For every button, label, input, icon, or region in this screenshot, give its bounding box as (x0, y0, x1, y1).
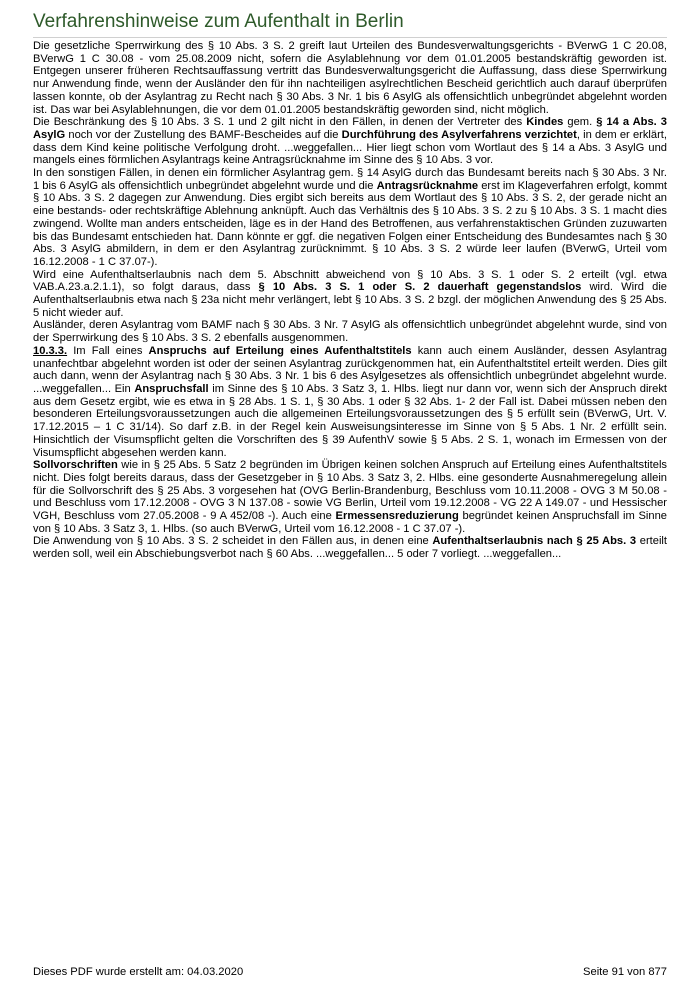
paragraph-10-3-3 (33, 345, 667, 459)
paragraph-sonstige-faelle (33, 167, 667, 269)
paragraph-anwendung (33, 535, 667, 560)
paragraph-sollvorschriften (33, 459, 667, 535)
bold-term: Durchführung des Asylverfahrens verzichtet (341, 128, 577, 141)
text-run: In den sonstigen Fällen, in denen ein förmlicher Asylantrag gem. § 14 AsylG durch das Bundesamt bereits nach § 30 Abs. 3 Nr. 1 bis 6 AsylG als offensichtlich unbegründet abgelehnt wurde und die (33, 167, 667, 192)
text-run: noch vor der Zustellung des BAMF-Bescheides auf die (65, 128, 342, 141)
text-run: gem. (563, 116, 597, 129)
paragraph-sperrwirkung (33, 40, 667, 116)
page-title: Verfahrenshinweise zum Aufenthalt in Berlin (33, 11, 404, 32)
bold-term: Ermessensreduzierung (335, 510, 459, 523)
bold-term: § 10 Abs. 3 S. 1 oder S. 2 dauerhaft gegenstandslos (258, 281, 582, 294)
bold-term: § 14 a Abs. 3 AsylG (33, 116, 667, 141)
bold-term: Anspruchsfall (134, 382, 209, 395)
bold-term: Sollvorschriften (33, 459, 118, 472)
paragraph-aufenthaltserlaubnis (33, 269, 667, 320)
text-run: wird. Wird die Aufenthaltserlaubnis etwa nach § 23a nicht mehr verlängert, lebt § 10 Abs. 3 S. 2 bzgl. der möglichen Anwendung des § 25 Abs. 5 nicht wieder auf. (33, 281, 667, 319)
text-run: Wird eine Aufenthaltserlaubnis nach dem 5. Abschnitt abweichend von § 10 Abs. 3 S. 1 oder S. 2 erteilt (vgl. etwa VAB.A.23.a.2.1.1), so folgt daraus, dass (33, 268, 667, 294)
text-run: Die Anwendung von § 10 Abs. 3 S. 2 scheidet in den Fällen aus, in denen eine (33, 535, 433, 548)
section-number: 10.3.3. (33, 344, 68, 357)
bold-term: Antragsrücknahme (376, 179, 479, 192)
text-run: Die gesetzliche Sperrwirkung des § 10 Abs. 3 S. 2 greift laut Urteilen des Bundesverwaltungsgerichts - BVerwG 1 C 20.08, BVerwG 1 C 30.08 - vom 25.08.2009 nicht, sofern die Asylablehnung vor dem 01.01.2005 bestandskräftig geworden ist. Entgegen unserer früheren Rechtsauffassung vertritt das Bundesverwaltungsgericht die Auffassung, dass diese Sperrwirkung nur Anwendung finde, wenn der Ausländer den für ihn nachteiligen asylrechtlichen Bescheid gerichtlich auch darauf überprüfen lassen konnte, ob der Asylantrag zu Recht nach § 30 Abs. 3 Nr. 1 bis 6 AsylG als offensichtlich unbegründet abgelehnt worden ist. Das war bei Asylablehnungen, die vor dem 01.01.2005 bestandskräftig geworden sind, nicht möglich. (33, 40, 667, 116)
text-run: , in dem er erklärt, dass dem Kind keine politische Verfolgung droht. ...weggefallen... Hier liegt schon vom Wortlaut des § 14 a Abs. 3 AsylG und mangels eines förmlichen Asylantrags keine Antragsrücknahme im Sinne des § 10 Abs. 3 vor. (33, 128, 668, 167)
text-run: wie in § 25 Abs. 5 Satz 2 begründen im Übrigen keinen solchen Anspruch auf Erteilung eines Aufenthaltstitels nicht. Dies folgt bereits daraus, dass der Gesetzgeber in § 10 Abs. 3 Satz 3, 2. Hlbs. eine gesonderte Ausnahmeregelung allein für die Sollvorschrift des § 25 Abs. 3 vorgesehen hat (OVG Berlin-Brandenburg, Beschluss vom 10.11.2008 - OVG 3 M 50.08 - und Beschluss vom 17.12.2008 - OVG 3 N 137.08 - sowie VG Berlin, Urteil vom 19.12.2008 - VG 22 A 149.07 - und Hessischer VGH, Beschluss vom 27.05.2008 - 9 A 452/08 -). Auch eine (33, 459, 667, 523)
document-body (33, 40, 667, 561)
text-run: kann auch einem Ausländer, dessen Asylantrag unanfechtbar abgelehnt worden ist oder der seinen Asylantrag zurückgenommen hat, ein Aufenthaltstitel erteilt werden. Dies gilt auch dann, wenn der Asylantrag nach § 30 Abs. 3 Nr. 1 bis 6 des Asylgesetzes als offensichtlich unbegründet abgelehnt wurde. ...weggefallen... Ein (33, 344, 667, 395)
text-run: Ausländer, deren Asylantrag vom BAMF nach § 30 Abs. 3 Nr. 7 AsylG als offensichtlich unbegründet abgelehnt wurde, sind von der Sperrwirkung des § 10 Abs. 3 S. 2 ebenfalls ausgenommen. (33, 319, 667, 345)
creation-date: Dieses PDF wurde erstellt am: 04.03.2020 (33, 966, 244, 978)
bold-term: Aufenthaltserlaubnis nach § 25 Abs. 3 (432, 535, 637, 548)
bold-term: Anspruchs auf Erteilung eines Aufenthaltstitels (148, 344, 412, 357)
paragraph-beschraenkung (33, 116, 667, 167)
page-footer (33, 966, 667, 978)
text-run: erst im Klageverfahren erfolgt, kommt § 10 Abs. 3 S. 2 dagegen zur Anwendung. Dies ergibt sich bereits aus dem Wortlaut des § 10 Abs. 3 S. 2, der gerade nicht an eine bestands- oder rechtskräftige Ablehnung anknüpft. Auch das Verhältnis des § 10 Abs. 3 S. 2 zu § 10 Abs. 3 S. 1 macht dies zwingend. Wollte man anders entscheiden, läge es in der Hand des Betroffenen, aus verfahrenstaktischen Gründen zuzuwarten bis das Bundesamt entschieden hat. Dann könnte er ggf. die negativen Folgen einer Entscheidung des Bundesamtes nach § 30 Abs. 3 AsylG abmildern, in dem er den Asylantrag zurücknimmt. § 10 Abs. 3 S. 2 würde leer laufen (BVerwG, Urteil vom 16.12.2008 - 1 C 37.07-). (33, 179, 668, 268)
text-run: Die Beschränkung des § 10 Abs. 3 S. 1 und 2 gilt nicht in den Fällen, in denen der Vertreter des (33, 116, 527, 129)
text-run: im Sinne des § 10 Abs. 3 Satz 3, 1. Hlbs. liegt nur dann vor, wenn sich der Anspruch direkt aus dem Gesetz ergibt, wie es etwa in § 28 Abs. 1 S. 1, § 30 Abs. 1 oder § 32 Abs. 1- 2 der Fall ist. Dabei müssen neben den besonderen Erteilungsvoraussetzungen auch die allgemeinen Erteilungsvoraussetzungen des § 5 erfüllt sein (BVerwG, Urt. V. 17.12.2015 – 1 C 31/14). So darf z.B. in der Regel kein Ausweisungsinteresse im Sinne von § 5 Abs. 1 Nr. 2 erfüllt sein. Hinsichtlich der Visumspflicht gelten die Vorschriften des § 39 AufenthV sowie § 5 Abs. 2 S. 1, wonach im Ermessen von der Visumspflicht abgesehen werden kann. (33, 382, 667, 459)
text-run: begründet keinen Anspruchsfall im Sinne von § 10 Abs. 3 Satz 3, 1. Hlbs. (so auch BVerwG, Urteil vom 16.12.2008 - 1 C 37.07 -). (33, 510, 667, 535)
page-number: Seite 91 von 877 (583, 966, 667, 978)
page-header (33, 10, 667, 38)
text-run: Im Fall eines (67, 344, 149, 357)
bold-term: Kindes (526, 116, 564, 129)
paragraph-nr7 (33, 319, 667, 344)
text-run: erteilt werden soll, weil ein Abschiebungsverbot nach § 60 Abs. ...weggefallen... 5 oder 7 vorliegt. ...weggefallen... (33, 535, 667, 561)
